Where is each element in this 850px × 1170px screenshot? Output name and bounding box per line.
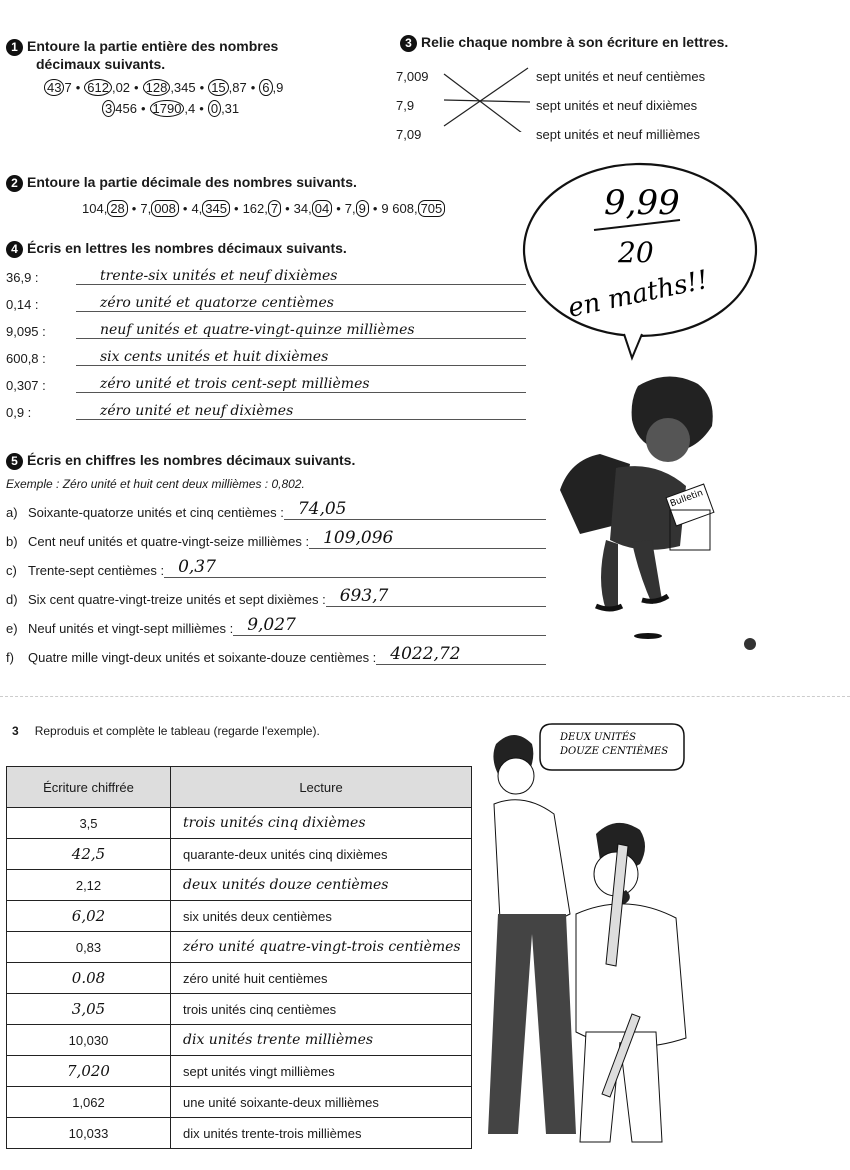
man-shirt bbox=[494, 800, 570, 924]
divider bbox=[0, 696, 850, 697]
decimal-part: ,02 bbox=[111, 79, 131, 95]
exercise-title: Entoure la partie entière des nombres bbox=[27, 38, 279, 54]
bullet-separator: • bbox=[140, 100, 146, 116]
link-line bbox=[444, 68, 528, 126]
numeral-cell: 2,12 bbox=[7, 870, 171, 901]
bullet-separator: • bbox=[199, 100, 204, 116]
man-trousers bbox=[488, 914, 576, 1134]
table-row bbox=[7, 808, 472, 839]
bullet-separator: • bbox=[250, 79, 256, 95]
handwritten-answer: zéro unité et neuf dixièmes bbox=[76, 403, 526, 420]
shadow bbox=[634, 633, 662, 639]
exercise-number-badge: 5 bbox=[6, 453, 23, 470]
answer-line bbox=[6, 339, 526, 366]
question-text: Quatre mille vingt-deux unités et soixante-douze centièmes : bbox=[28, 649, 377, 665]
decimal-part: ,31 bbox=[221, 100, 240, 116]
table-row bbox=[7, 994, 472, 1025]
numeral-cell: 42,5 bbox=[7, 839, 171, 870]
question-line bbox=[6, 491, 546, 520]
handwritten-answer: neuf unités et quatre-vingt-quinze millièmes bbox=[76, 322, 526, 339]
handwritten-answer: trente-six unités et neuf dixièmes bbox=[76, 268, 526, 285]
mouse bbox=[744, 638, 756, 650]
exercise-4 bbox=[6, 240, 526, 420]
column-header: Lecture bbox=[171, 767, 472, 808]
circled-integer-part: 6 bbox=[259, 79, 272, 96]
exercise-title: Relie chaque nombre à son écriture en lettres. bbox=[421, 34, 729, 50]
reading-cell: quarante-deux unités cinq dixièmes bbox=[171, 839, 472, 870]
numeral-cell: 0,83 bbox=[7, 932, 171, 963]
integer-part: 7, bbox=[140, 200, 152, 216]
exercise-number-badge: 4 bbox=[6, 241, 23, 258]
table-row bbox=[7, 839, 472, 870]
given-number: 9,095 : bbox=[6, 323, 46, 339]
circled-integer-part: 1790 bbox=[150, 100, 185, 117]
exercise-2 bbox=[6, 174, 526, 216]
given-number: 0,307 : bbox=[6, 377, 46, 393]
student-figure bbox=[560, 376, 756, 650]
integer-part: 104, bbox=[82, 200, 108, 216]
bubble-text: DOUZE CENTIÈMES bbox=[560, 746, 669, 757]
handwritten-answer: 9,027 bbox=[233, 615, 546, 636]
number-row bbox=[6, 80, 376, 95]
answer-line bbox=[6, 258, 526, 285]
numeral-cell: 10,033 bbox=[7, 1118, 171, 1149]
exercise-1 bbox=[6, 38, 376, 116]
ex3-word: sept unités et neuf centièmes bbox=[536, 69, 706, 84]
numeral-cell: 0.08 bbox=[7, 963, 171, 994]
exercise-title: Entoure la partie décimale des nombres suivants. bbox=[27, 174, 357, 190]
student-face bbox=[646, 418, 690, 462]
bubble-text: DEUX UNITÉS bbox=[560, 732, 636, 743]
column-header: Écriture chiffrée bbox=[7, 767, 171, 808]
integer-part: 34, bbox=[293, 200, 312, 216]
exercise-title: Reproduis et complète le tableau (regarde l'exemple). bbox=[34, 724, 320, 738]
handwritten-answer: 74,05 bbox=[284, 499, 546, 520]
answer-line bbox=[6, 312, 526, 339]
table-row bbox=[7, 901, 472, 932]
bubble-text: en maths!! bbox=[565, 264, 711, 324]
question-text: Six cent quatre-vingt-treize unités et sept dixièmes : bbox=[28, 591, 326, 607]
integer-part: 4, bbox=[191, 200, 203, 216]
question-text: Soixante-quatorze unités et cinq centièmes : bbox=[28, 504, 284, 520]
reading-cell: zéro unité huit centièmes bbox=[171, 963, 472, 994]
ex4-rows bbox=[6, 258, 526, 420]
exercise-5 bbox=[6, 452, 546, 665]
question-letter: b) bbox=[6, 533, 18, 549]
link-line bbox=[444, 100, 530, 102]
ex3-link-lines bbox=[440, 62, 540, 132]
reading-cell: trois unités cinq centièmes bbox=[171, 994, 472, 1025]
bubble-tail bbox=[624, 334, 642, 358]
numeral-cell: 3,5 bbox=[7, 808, 171, 839]
circled-decimal-part: 28 bbox=[107, 200, 127, 217]
ex3-number: 7,09 bbox=[396, 127, 422, 142]
circled-integer-part: 128 bbox=[143, 79, 171, 96]
numeral-cell: 10,030 bbox=[7, 1025, 171, 1056]
man-head bbox=[498, 758, 534, 794]
bullet-separator: • bbox=[199, 79, 205, 95]
grade-denominator: 20 bbox=[618, 236, 654, 269]
question-letter: e) bbox=[6, 620, 18, 636]
bullet-separator: • bbox=[182, 200, 188, 216]
decimal-part: ,4 bbox=[184, 100, 196, 116]
handwritten-answer: zéro unité et quatorze centièmes bbox=[76, 295, 526, 312]
reading-cell: six unités deux centièmes bbox=[171, 901, 472, 932]
numeral-cell: 7,020 bbox=[7, 1056, 171, 1087]
answer-line bbox=[6, 393, 526, 420]
ex3-word: sept unités et neuf dixièmes bbox=[536, 98, 698, 113]
question-text: Trente-sept centièmes : bbox=[28, 562, 165, 578]
circled-decimal-part: 04 bbox=[312, 200, 332, 217]
exercise-title: Écris en chiffres les nombres décimaux suivants. bbox=[27, 452, 356, 468]
bullet-separator: • bbox=[134, 79, 139, 95]
answer-line bbox=[6, 285, 526, 312]
reading-cell: dix unités trente-trois millièmes bbox=[171, 1118, 472, 1149]
question-line bbox=[6, 578, 546, 607]
handwritten-answer: 693,7 bbox=[326, 586, 546, 607]
question-line bbox=[6, 636, 546, 665]
ex5-rows bbox=[6, 491, 546, 665]
handwritten-answer: 4022,72 bbox=[376, 644, 546, 665]
question-letter: c) bbox=[6, 562, 17, 578]
exercise-number: 3 bbox=[12, 724, 19, 738]
numeral-cell: 1,062 bbox=[7, 1087, 171, 1118]
circled-decimal-part: 345 bbox=[202, 200, 230, 217]
bullet-separator: • bbox=[131, 200, 137, 216]
question-text: Neuf unités et vingt-sept millièmes : bbox=[28, 620, 234, 636]
decimal-part: ,9 bbox=[272, 79, 284, 95]
student-cartoon bbox=[520, 150, 845, 670]
table-row bbox=[7, 1087, 472, 1118]
numeral-cell: 3,05 bbox=[7, 994, 171, 1025]
integer-part: 7, bbox=[344, 200, 356, 216]
table-row bbox=[7, 1056, 472, 1087]
handwritten-answer: 109,096 bbox=[309, 528, 546, 549]
teachers-cartoon bbox=[476, 714, 846, 1154]
ex3-word: sept unités et neuf millièmes bbox=[536, 127, 701, 142]
handwritten-answer: zéro unité et trois cent-sept millièmes bbox=[76, 376, 526, 393]
question-text: Cent neuf unités et quatre-vingt-seize millièmes : bbox=[28, 533, 310, 549]
exercise-number-badge: 1 bbox=[6, 39, 23, 56]
circled-integer-part: 43 bbox=[44, 79, 64, 96]
integer-part: 162, bbox=[242, 200, 268, 216]
grade-text: 9,99 bbox=[604, 183, 680, 223]
given-number: 0,14 : bbox=[6, 296, 39, 312]
ex3-number: 7,009 bbox=[396, 69, 429, 84]
number-row bbox=[6, 101, 376, 116]
numeral-cell: 6,02 bbox=[7, 901, 171, 932]
circled-decimal-part: 7 bbox=[268, 200, 281, 217]
reading-cell: deux unités douze centièmes bbox=[171, 870, 472, 901]
circled-decimal-part: 008 bbox=[151, 200, 179, 217]
bullet-separator: • bbox=[372, 200, 378, 216]
ex3-words bbox=[536, 62, 705, 149]
integer-part: 9 608, bbox=[381, 200, 418, 216]
circled-integer-part: 0 bbox=[208, 100, 221, 117]
bullet-separator: • bbox=[336, 200, 341, 216]
circled-decimal-part: 705 bbox=[418, 200, 446, 217]
decimal-part: ,87 bbox=[228, 79, 247, 95]
question-line bbox=[6, 607, 546, 636]
number-row bbox=[6, 201, 526, 216]
answer-line bbox=[6, 366, 526, 393]
question-letter: f) bbox=[6, 649, 14, 665]
given-number: 0,9 : bbox=[6, 404, 32, 420]
report-card-label: Bulletin bbox=[668, 488, 705, 510]
example-line: Exemple : Zéro unité et huit cent deux millièmes : 0,802. bbox=[6, 476, 305, 491]
reading-cell: zéro unité quatre-vingt-trois centièmes bbox=[171, 932, 472, 963]
ex3-numbers bbox=[396, 62, 429, 149]
bullet-separator: • bbox=[285, 200, 290, 216]
question-line bbox=[6, 520, 546, 549]
question-line bbox=[6, 549, 546, 578]
circled-decimal-part: 9 bbox=[356, 200, 369, 217]
reading-cell: dix unités trente millièmes bbox=[171, 1025, 472, 1056]
table-row bbox=[7, 963, 472, 994]
circled-integer-part: 3 bbox=[102, 100, 115, 117]
decimal-part: 456 bbox=[115, 100, 137, 116]
handwritten-answer: six cents unités et huit dixièmes bbox=[76, 349, 526, 366]
reading-cell: une unité soixante-deux millièmes bbox=[171, 1087, 472, 1118]
exercise-title: Écris en lettres les nombres décimaux suivants. bbox=[27, 240, 347, 256]
given-number: 36,9 : bbox=[6, 269, 39, 285]
table-row bbox=[7, 1118, 472, 1149]
given-number: 600,8 : bbox=[6, 350, 46, 366]
exercise-number-badge: 3 bbox=[400, 35, 417, 52]
decimal-part: 7 bbox=[64, 79, 72, 95]
circled-integer-part: 612 bbox=[84, 79, 112, 96]
decimal-part: ,345 bbox=[170, 79, 196, 95]
exercise-3 bbox=[400, 34, 840, 52]
question-letter: d) bbox=[6, 591, 18, 607]
table-header-row bbox=[7, 767, 472, 808]
bullet-separator: • bbox=[234, 200, 239, 216]
ex3-number: 7,9 bbox=[396, 98, 415, 113]
exercise-6-title bbox=[12, 724, 320, 738]
table-row bbox=[7, 932, 472, 963]
table-row bbox=[7, 870, 472, 901]
exercise-number-badge: 2 bbox=[6, 175, 23, 192]
exercise-title-cont: décimaux suivants. bbox=[36, 55, 166, 72]
table-row bbox=[7, 1025, 472, 1056]
handwritten-answer: 0,37 bbox=[164, 557, 546, 578]
reading-cell: sept unités vingt millièmes bbox=[171, 1056, 472, 1087]
bullet-separator: • bbox=[75, 79, 81, 95]
reading-cell: trois unités cinq dixièmes bbox=[171, 808, 472, 839]
circled-integer-part: 15 bbox=[208, 79, 228, 96]
link-line bbox=[444, 74, 526, 132]
question-letter: a) bbox=[6, 504, 18, 520]
completion-table bbox=[6, 766, 472, 1149]
